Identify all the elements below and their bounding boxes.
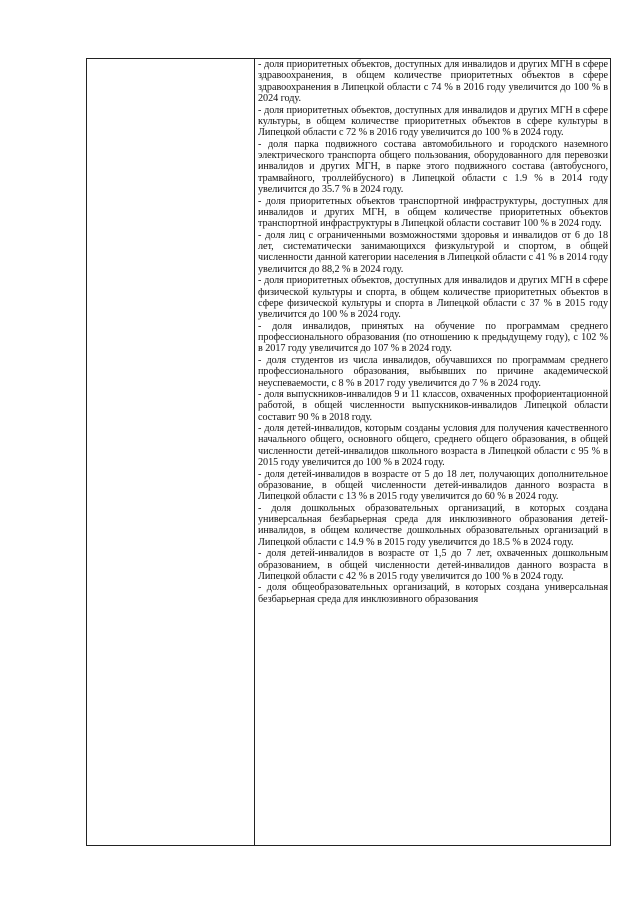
table-left-cell [87,59,255,845]
indicator-paragraph: - доля выпускников-инвалидов 9 и 11 классов, охваченных профориентационной работой, в общей численности выпускников-инвалидов Липецкой области составит 90 % в 2018 году. [258,388,608,423]
indicator-paragraph: - доля детей-инвалидов, которым созданы условия для получения качественного начального общего, основного общего, среднего общего образования, в общей численности детей-инвалидов школьного возраста в Липецкой области с 95 % в 2015 году увеличится до 100 % в 2024 году. [258,423,608,469]
indicator-paragraph: - доля приоритетных объектов, доступных для инвалидов и других МГН в сфере физической культуры и спорта, в общем количестве приоритетных объектов в сфере физической культуры и спорта в Липецкой области с 37 % в 2015 году увеличится до 100 % в 2024 году. [258,275,608,321]
indicator-paragraph: - доля студентов из числа инвалидов, обучавшихся по программам среднего профессионального образования, выбывших по причине академической неуспеваемости, с 8 % в 2017 году увеличится до 7 % в 2024 году. [258,354,608,389]
indicator-paragraph: - доля приоритетных объектов, доступных для инвалидов и других МГН в сфере здравоохранения, в общем количестве приоритетных объектов в сфере здравоохранения в Липецкой области с 74 % в 2016 году увеличится до 100 % в 2024 году. [258,59,608,105]
indicator-paragraph: - доля детей-инвалидов в возрасте от 5 до 18 лет, получающих дополнительное образование, в общей численности детей-инвалидов данного возраста в Липецкой области с 13 % в 2015 году увеличится до 60 % в 2024 году. [258,468,608,503]
table-right-cell [255,59,610,845]
indicator-paragraph: - доля приоритетных объектов транспортной инфраструктуры, доступных для инвалидов и других МГН, в общем количестве приоритетных объектов транспортной инфраструктуры в Липецкой области составит 100 % в 2024 году. [258,195,608,230]
indicator-paragraph: - доля парка подвижного состава автомобильного и городского наземного электрического транспорта общего пользования, оборудованного для перевозки инвалидов и других МГН, в парке этого подвижного состава (автобусного, трамвайного, троллейбусного) в Липецкой области с 1.9 % в 2014 году увеличится до 35.7 % в 2024 году. [258,138,608,196]
indicator-paragraph: - доля общеобразовательных организаций, в которых создана универсальная безбарьерная среда для инклюзивного образования [258,582,608,605]
indicator-paragraph: - доля детей-инвалидов в возрасте от 1,5 до 7 лет, охваченных дошкольным образованием, в общей численности детей-инвалидов данного возраста в Липецкой области с 42 % в 2015 году увеличится до 100 % в 2024 году. [258,548,608,582]
indicator-paragraph: - доля инвалидов, принятых на обучение по программам среднего профессионального образования (по отношению к предыдущему году), с 102 % в 2017 году увеличится до 107 % в 2024 году. [258,320,608,355]
indicators-table [86,58,611,846]
indicator-paragraph: - доля дошкольных образовательных организаций, в которых создана универсальная безбарьерная среда для инклюзивного образования детей-инвалидов, в общем количестве дошкольных образовательных организаций в Липецкой области с 14.9 % в 2015 году увеличится до 18.5 % в 2024 году. [258,502,608,548]
indicator-paragraph: - доля приоритетных объектов, доступных для инвалидов и других МГН в сфере культуры, в общем количестве приоритетных объектов в сфере культуры в Липецкой области с 72 % в 2016 году увеличится до 100 % в 2024 году. [258,104,608,139]
indicator-paragraph: - доля лиц с ограниченными возможностями здоровья и инвалидов от 6 до 18 лет, систематически занимающихся физкультурой и спортом, в общей численности данной категории населения в Липецкой области с 41 % в 2014 году увеличится до 88,2 % в 2024 году. [258,229,608,275]
